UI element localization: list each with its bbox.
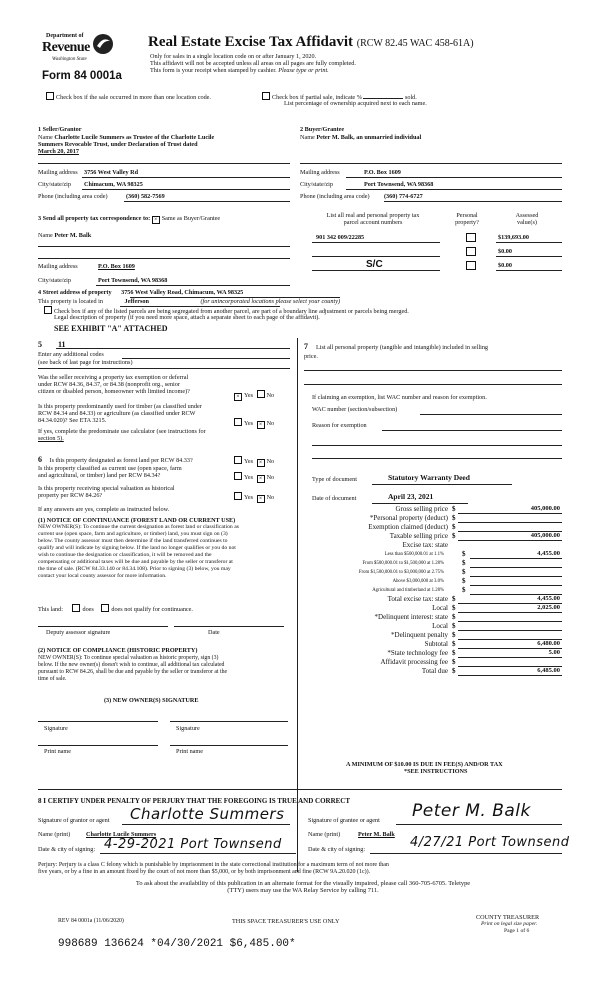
section6-q3-answer[interactable]: [234, 492, 274, 503]
assessed-value-1[interactable]: $139,693.00: [498, 234, 529, 241]
forest-yes-checkbox[interactable]: [234, 456, 242, 464]
section8-top-line: [38, 789, 562, 790]
rev-number: REV 84 0001a (11/06/2020): [58, 918, 124, 924]
tax-row-label: Less than $500,000.01 at 1.1%: [384, 552, 444, 557]
new-owner-signature-heading: (3) NEW OWNER(S) SIGNATURE: [104, 697, 199, 704]
logo-main-text: Revenue: [42, 40, 90, 55]
subtitle-3: [150, 67, 329, 74]
tax-row-currency: $: [462, 550, 466, 558]
grantee-signature-line: [396, 824, 562, 825]
tax-row-line: [458, 657, 562, 658]
section6-q2: [38, 465, 182, 479]
notice1-line3: below. The county assessor must then determine if the land transferred continues to: [38, 537, 228, 544]
this-land-label: This land:: [38, 606, 63, 613]
tax-row-label: *Delinquent interest: state: [374, 613, 448, 621]
grantee-date-city[interactable]: 4/27/21 Port Townsend: [410, 835, 570, 850]
personal-header-2: property?: [455, 219, 479, 227]
section5-q2-answer[interactable]: [234, 418, 274, 429]
parcel-header: [318, 212, 428, 226]
print-name-label-2: Print name: [176, 748, 203, 755]
tax-row-label: Total excise tax: state: [387, 595, 448, 603]
section5-code-line: [56, 348, 290, 349]
tax-row-label: *State technology fee: [387, 649, 448, 657]
section3-name-line: [38, 246, 290, 247]
notice1-line8: contact your local county assessor for more information.: [38, 572, 167, 579]
county-treasurer-label: COUNTY TREASURER: [476, 914, 540, 921]
section3-name-value: Peter M. Balk: [54, 232, 92, 239]
section3-label: 3 Send all property tax correspondence to:: [38, 215, 151, 222]
form-title-ref: (RCW 82.45 WAC 458-61A): [356, 38, 474, 49]
q1-no-label: No: [266, 392, 275, 399]
tax-row-line: [458, 612, 562, 613]
tax-row-line: [470, 585, 562, 586]
seller-mailing-row: [38, 169, 78, 176]
revenue-logo: [38, 30, 120, 68]
section5-q2-line2: RCW 84.34 and 84.33) or agriculture (as classified under RCW: [38, 410, 196, 418]
does-label: does: [82, 606, 94, 613]
assessed-value-header: [500, 212, 554, 226]
page-number: Page 1 of 6: [504, 928, 530, 934]
section4-located-row: [38, 298, 340, 305]
tax-row-currency: $: [452, 658, 456, 666]
tax-row-label: Local: [432, 622, 448, 630]
tax-row-line: [470, 576, 562, 577]
section6-q2-line1: Is this property classified as current use (open space, farm: [38, 465, 182, 472]
perjury-text: [38, 862, 389, 876]
tax-row-currency: $: [452, 505, 456, 513]
current-use-no-label: No: [266, 474, 275, 481]
tax-row-label: From $1,500,000.01 to $3,000,000 at 2.75%: [358, 570, 444, 575]
list-percentage-note: List percentage of ownership acquired next to each name.: [284, 100, 427, 107]
section5-q1-line1: Was the seller receiving a property tax exemption or deferral: [38, 374, 189, 381]
section6-q1: [38, 455, 193, 464]
assessed-line-1: [496, 242, 562, 243]
same-as-buyer-label: Same as Buyer/Grantee: [161, 215, 221, 222]
tax-row-label: Agricultural and timberland at 1.28%: [372, 588, 444, 593]
buyer-phone-line: [384, 201, 562, 202]
assessed-header-2: value(s): [517, 219, 537, 227]
column-divider: [297, 338, 298, 872]
tax-row-currency: $: [452, 514, 456, 522]
assessed-header-1: Assessed: [515, 212, 539, 219]
buyer-city-value[interactable]: Port Townsend, WA 98368: [364, 181, 434, 188]
section3-mailing-value[interactable]: P.O. Box 1609: [98, 263, 135, 270]
section3-name-label: Name: [38, 232, 53, 239]
tax-row-label: Local: [432, 604, 448, 612]
section6-q2-line2: and agricultural, or timber) land per RCW 84.34?: [38, 472, 161, 480]
does-checkbox[interactable]: [72, 604, 80, 612]
section3-city-value[interactable]: Port Townsend, WA 98368: [98, 277, 168, 284]
tax-row-value[interactable]: 405,000.00: [530, 505, 560, 512]
alt-format-line-2: (TTY) users may use the WA Relay Service by calling 711.: [227, 887, 379, 895]
assessed-line-2: [496, 256, 562, 257]
partial-percent-field[interactable]: [363, 98, 403, 99]
treasurer-use-label: THIS SPACE TREASURER'S USE ONLY: [232, 918, 340, 925]
tax-row-line: [458, 540, 562, 541]
seller-mailing-value[interactable]: 3756 West Valley Rd: [84, 169, 139, 176]
subtitle-3-bold: Please type or print.: [278, 67, 329, 74]
partial-sold-label: sold.: [404, 94, 417, 101]
grantor-signature-line: [122, 824, 290, 825]
section7-label: 7: [304, 342, 308, 351]
tax-row-label: From $500,000.01 to $1,500,000 at 1.28%: [362, 561, 444, 566]
buyer-mailing-line: [346, 177, 562, 178]
grantee-date-line: [370, 853, 562, 854]
q2-yes-checkbox[interactable]: [234, 418, 242, 426]
parcel-line-1: [312, 242, 440, 243]
doc-type-label: Type of document: [312, 476, 357, 483]
historic-no-label: No: [266, 494, 275, 501]
section5-q3-line2: section 5).: [38, 435, 64, 443]
section7-text-2: price.: [304, 353, 318, 361]
current-use-yes-label: Yes: [244, 474, 254, 481]
tax-row-value[interactable]: 405,000.00: [530, 532, 560, 539]
multi-location-checkbox[interactable]: [46, 92, 54, 100]
buyer-city-label: City/state/zip: [300, 181, 333, 188]
form-title-text: Real Estate Excise Tax Affidavit: [148, 34, 353, 50]
located-label: This property is located in: [38, 298, 103, 305]
parcel-header-2: parcel account numbers: [343, 219, 403, 227]
tax-row-currency: $: [462, 559, 466, 567]
section5-label: 5: [38, 340, 42, 349]
historic-no-checkbox[interactable]: ×: [257, 495, 265, 503]
q1-no-checkbox[interactable]: [257, 390, 265, 398]
section6-label: 6: [38, 455, 42, 464]
multi-location-label: Check box if the sale occurred in more than one location code.: [56, 94, 211, 101]
seller-city-label: City/state/zip: [38, 181, 71, 188]
grantor-date-label: Date & city of signing:: [38, 846, 96, 853]
tax-row-currency: $: [452, 622, 456, 630]
tax-row-value[interactable]: 5.00: [548, 649, 560, 656]
forest-yes-label: Yes: [244, 458, 254, 465]
logo-top-text: Department of: [46, 33, 84, 39]
section7-line-2: [304, 384, 562, 385]
notice1-line1: NEW OWNER(S): To continue the current designation as forest land or classification as: [38, 524, 239, 530]
tax-row-currency: $: [452, 667, 456, 675]
personal-checkbox-3[interactable]: [466, 261, 476, 270]
see-instructions-text: *SEE INSTRUCTIONS: [404, 768, 468, 775]
deputy-date-label: Date: [208, 629, 220, 636]
grantor-date-city[interactable]: 4-29-2021 Port Townsend: [104, 837, 282, 852]
buyer-phone-label: Phone (including area code): [300, 193, 370, 200]
grantor-signature-label: Signature of grantor or agent: [38, 817, 110, 824]
assessed-line-3: [496, 270, 562, 271]
county-value[interactable]: Jefferson: [124, 298, 149, 305]
q2-no-label: No: [266, 420, 275, 427]
q1-yes-checkbox[interactable]: ×: [234, 393, 242, 401]
deputy-date-line: [174, 626, 284, 627]
section5-q2-line1: Is this property predominantly used for timber (as classified under: [38, 403, 202, 410]
section3-label-row: [38, 215, 220, 224]
section6-q1-text: Is this property designated as forest land per RCW 84.33?: [49, 457, 193, 464]
grantee-signature[interactable]: Peter M. Balk: [412, 801, 531, 821]
tax-row-line: [470, 558, 562, 559]
tax-row-label: Excise tax: state: [402, 541, 448, 549]
segregated-label: Check box if any of the listed parcels are being segregated from another parcel, are part of a boundary line adjustment or parcels being merged.: [54, 308, 409, 315]
tax-row-label: *Personal property (deduct): [369, 514, 448, 522]
section5-see-back: (see back of last page for instructions): [38, 359, 133, 366]
tax-row-line: [458, 522, 562, 523]
section3-name-row: [38, 232, 91, 239]
tax-row-value[interactable]: 6,485.00: [537, 667, 560, 674]
grantor-name[interactable]: Charlotte Lucile Summers: [86, 831, 157, 838]
perjury-line-2: five years, or by a fine in an amount fixed by the court of not more than $5,000, or by both imprisonment and fine (RCW 9A.20.020 (1c)).: [38, 868, 371, 875]
parcel-line-3: [312, 270, 440, 271]
seller-divider: [38, 163, 290, 164]
section5-enter-codes: Enter any additional codes: [38, 351, 104, 358]
seller-name-label: Name: [38, 134, 53, 141]
notice1-title: (1) NOTICE OF CONTINUANCE (FOREST LAND OR CURRENT USE): [38, 517, 236, 524]
does-not-checkbox[interactable]: [101, 604, 109, 612]
buyer-divider: [300, 163, 562, 164]
property-address-value[interactable]: 3756 West Valley Road, Chimacum, WA 98325: [121, 289, 244, 296]
seller-city-value[interactable]: Chimacum, WA 98325: [84, 181, 143, 188]
parcel-line-2: [312, 256, 440, 257]
section6-q2-answer[interactable]: [234, 472, 274, 483]
notice2-line4: time of sale.: [38, 676, 67, 683]
print-legal-note: Print on legal size paper.: [481, 921, 538, 927]
subtitle-1: Only for sales in a single location code on or after January 1, 2020.: [150, 53, 317, 60]
form-number: Form 84 0001a: [42, 70, 122, 82]
exhibit-text: SEE EXHIBIT "A" ATTACHED: [54, 324, 168, 333]
notice2-line1: NEW OWNER(S): To continue special valuation as historic property, sign (3): [38, 655, 219, 661]
partial-sale-label: Check box if partial sale, indicate %: [272, 94, 362, 101]
assessed-value-2[interactable]: $0.00: [498, 248, 512, 255]
section5-divider: [38, 368, 290, 369]
buyer-name-value: Peter M. Balk, an unmarried individual: [316, 134, 422, 141]
tax-row-currency: $: [452, 595, 456, 603]
section5-code[interactable]: 11: [58, 340, 66, 349]
tax-row-line: [458, 513, 562, 514]
seller-mailing-label: Mailing address: [38, 169, 78, 176]
tax-row-currency: $: [452, 532, 456, 540]
historic-yes-label: Yes: [244, 494, 254, 501]
section5-q1-line3: citizen or disabled person, homeowner with limited income)?: [38, 388, 190, 396]
seller-name-line2: Summers Revocable Trust, under Declaration of Trust dated: [38, 141, 198, 149]
tax-row-label: Total due: [421, 667, 448, 675]
personal-property-header: [450, 212, 484, 226]
section4-label: 4 Street address of property: [38, 289, 112, 296]
reason-line: [382, 430, 562, 431]
signature-label-2: Signature: [176, 725, 200, 732]
grantor-name-label: Name (print): [38, 831, 71, 838]
notice2-line2: below. If the new owner(s) doesn't wish to continue, all additional tax calculated: [38, 662, 225, 669]
alt-format-text: [58, 880, 548, 895]
seller-phone-label: Phone (including area code): [38, 193, 108, 200]
section5-q2-line3: 84.34.020)? See ETA 3215.: [38, 417, 107, 425]
wac-line: [420, 414, 562, 415]
section6-q3: [38, 485, 175, 499]
reason-label: Reason for exemption: [312, 422, 367, 429]
section7-line-1: [304, 370, 562, 371]
seller-mailing-line: [82, 177, 290, 178]
section3-city-label: City/state/zip: [38, 277, 71, 284]
grantor-date-line: [100, 853, 296, 854]
seller-city-line: [82, 189, 290, 190]
segregated-checkbox[interactable]: [44, 306, 52, 314]
tax-row-currency: $: [452, 640, 456, 648]
tax-row-value[interactable]: 2,025.00: [537, 604, 560, 611]
notice1-body: [38, 524, 239, 580]
current-use-no-checkbox[interactable]: ×: [257, 475, 265, 483]
section7-text: [304, 342, 488, 360]
tax-row-line: [458, 675, 562, 676]
section5-q1-answer[interactable]: [234, 390, 274, 401]
tax-row-label: *Delinquent penalty: [391, 631, 448, 639]
personal-checkbox-1[interactable]: [466, 233, 476, 242]
grantor-signature[interactable]: Charlotte Summers: [130, 805, 285, 823]
partial-sale-checkbox[interactable]: [262, 92, 270, 100]
tax-row-value[interactable]: 6,480.00: [537, 640, 560, 647]
section5-codes-line: [122, 358, 290, 359]
print-name-line-2: [170, 745, 288, 746]
notice1-line5: wish to continue the designation or classification, it will be removed and the: [38, 551, 212, 558]
section3-mailing-label: Mailing address: [38, 263, 78, 270]
tax-row-currency: $: [462, 568, 466, 576]
buyer-mailing-label: Mailing address: [300, 169, 340, 176]
section5-q3: [38, 428, 206, 442]
uninc-note: (for unincorporated locations please select your county): [200, 298, 341, 305]
multi-location-checkbox-row[interactable]: [46, 92, 211, 101]
section6-q3-line1: Is this property receiving special valuation as historical: [38, 485, 175, 492]
new-owner-sig-line-2: [170, 721, 288, 722]
tax-row-label: Affidavit processing fee: [380, 658, 448, 666]
buyer-city-line: [346, 189, 562, 190]
section3-blank-line: [38, 258, 290, 259]
parcel-number-1[interactable]: 901 342 009/22285: [316, 234, 365, 241]
forest-no-label: No: [266, 458, 275, 465]
tax-row-currency: $: [452, 613, 456, 621]
reason-line-2: [312, 445, 562, 446]
tax-row-line: [470, 567, 562, 568]
does-not-label: does not qualify for continuance.: [111, 606, 193, 613]
buyer-name-row: [300, 134, 421, 141]
buyer-mailing-value[interactable]: P.O. Box 1609: [364, 169, 401, 176]
notice1-line7: the time of sale. (RCW 84.33.140 or 84.34.108). Prior to signing (3) below, you may: [38, 565, 231, 572]
minimum-due-text: A MINIMUM OF $10.00 IS DUE IN FEE(S) AND/OR TAX: [346, 761, 503, 768]
personal-header-1: Personal: [456, 212, 478, 219]
notice1-line6: compensating or additional taxes will be due and payable by the seller or transferor at: [38, 558, 233, 565]
q1-yes-label: Yes: [244, 392, 254, 399]
section5-q2: [38, 403, 202, 424]
seller-phone-line: [124, 201, 290, 202]
assessed-value-3[interactable]: $0.00: [498, 262, 512, 269]
notice2-title: (2) NOTICE OF COMPLIANCE (HISTORIC PROPERTY): [38, 647, 198, 654]
tax-row-currency: $: [452, 523, 456, 531]
buyer-section-label: 2 Buyer/Grantee: [300, 126, 345, 133]
seller-section-label: 1 Seller/Grantor: [38, 126, 82, 133]
cashier-stamp: 998689 136624 *04/30/2021 $6,485.00*: [58, 938, 296, 950]
tax-row-value[interactable]: 4,455.00: [537, 595, 560, 602]
buyer-phone-value[interactable]: (360) 774-6727: [384, 193, 423, 200]
section7-text-1: List all personal property (tangible and intangible) included in selling: [316, 344, 489, 351]
doc-type-line: [372, 484, 512, 485]
subtitle-3-text: This form is your receipt when stamped by cashier.: [150, 67, 277, 74]
section6-q3-line2: property per RCW 84.26?: [38, 492, 103, 500]
tax-row-currency: $: [462, 586, 466, 594]
tax-row-label: Above $3,000,000 at 3.0%: [392, 579, 444, 584]
personal-checkbox-2[interactable]: [466, 247, 476, 256]
alt-format-line-1: To ask about the availability of this publication in an alternate format for the visually impaired, please call 360-705-6705. Teletype: [135, 880, 471, 887]
tax-row-currency: $: [452, 604, 456, 612]
parcel-number-3[interactable]: S/C: [366, 259, 383, 270]
notice2-line3: pursuant to RCW 84.26, shall be due and payable by the seller or transferor at the: [38, 669, 228, 676]
grantee-name-label: Name (print): [308, 831, 341, 838]
subtitle-2: This affidavit will not be accepted unless all areas on all pages are fully completed.: [150, 60, 356, 67]
doc-date-line: [372, 503, 468, 504]
new-owner-sig-line-1: [38, 721, 158, 722]
tax-row-currency: $: [452, 649, 456, 657]
exemption-label: If claiming an exemption, list WAC number and reason for exemption.: [312, 394, 487, 401]
q2-yes-label: Yes: [244, 420, 254, 427]
reason-line-3: [312, 458, 562, 459]
deputy-signature-line: [38, 626, 168, 627]
grantee-signature-label: Signature of grantee or agent: [308, 817, 380, 824]
notice1-line4: qualify and will indicate by signing below. If the land no longer qualifies or you do not: [38, 544, 236, 551]
tax-row-label: Taxable selling price: [389, 532, 448, 540]
grantee-name[interactable]: Peter M. Balk: [358, 831, 395, 838]
tax-row-label: Exemption claimed (deduct): [368, 523, 448, 531]
section5-q1-line2: under RCW 84.36, 84.37, or 84.38 (nonprofit org., senior: [38, 381, 180, 389]
section3-city-line: [96, 285, 290, 286]
doc-date-label: Date of document: [312, 495, 357, 502]
wac-label: WAC number (section/subsection): [312, 406, 398, 413]
signature-label-1: Signature: [44, 725, 68, 732]
print-name-line-1: [38, 745, 158, 746]
parcel-header-1: List all real and personal property tax: [326, 212, 420, 219]
logo-swoosh-icon: [90, 32, 116, 56]
tax-row-currency: $: [452, 631, 456, 639]
this-land-row: [38, 604, 193, 613]
seller-name-line3: March 20, 2017: [38, 148, 79, 156]
historic-yes-checkbox[interactable]: [234, 492, 242, 500]
tax-row-line: [458, 621, 562, 622]
tax-row-line: [458, 630, 562, 631]
tax-row-value[interactable]: 4,455.00: [537, 550, 560, 557]
tax-row-label: Subtotal: [424, 640, 448, 648]
current-use-yes-checkbox[interactable]: [234, 472, 242, 480]
print-name-label-1: Print name: [44, 748, 71, 755]
grantee-date-label: Date & city of signing:: [308, 846, 366, 853]
forest-no-checkbox[interactable]: ×: [257, 459, 265, 467]
seller-name-block: [38, 134, 214, 155]
deputy-signature-label: Deputy assessor signature: [46, 629, 111, 636]
logo-state-text: Washington State: [52, 57, 87, 62]
section6-if-any: If any answers are yes, complete as instructed below.: [38, 506, 170, 513]
doc-type-value[interactable]: Statutory Warranty Deed: [388, 473, 470, 482]
buyer-name-label: Name: [300, 134, 315, 141]
doc-date-value[interactable]: April 23, 2021: [388, 492, 434, 501]
section4-address-row: [38, 289, 243, 296]
section6-q1-answer[interactable]: [234, 456, 274, 467]
section8-label: 8 I CERTIFY UNDER PENALTY OF PERJURY THAT THE FOREGOING IS TRUE AND CORRECT: [38, 797, 351, 805]
form-title: [148, 34, 474, 51]
section5-q1: [38, 374, 190, 395]
q2-no-checkbox[interactable]: ×: [257, 421, 265, 429]
seller-phone-value[interactable]: (360) 582-7569: [126, 193, 165, 200]
tax-row-label: Gross selling price: [395, 505, 448, 513]
notice1-line2: current use (open space, farm and agriculture, or timber) land, you must sign on (3): [38, 530, 228, 537]
perjury-line-1: Perjury: Perjury is a class C felony which is punishable by imprisonment in the state correctional institution for a maximum term of not more than: [38, 862, 389, 868]
legal-description-label: Legal description of property (if you need more space, attach a separate sheet to each page of the affidavit).: [54, 314, 320, 321]
seller-name-line1: Charlotte Lucile Summers as Trustee of the Charlotte Lucile: [54, 134, 215, 141]
same-as-buyer-checkbox[interactable]: ×: [152, 216, 160, 224]
section5-q3-line1: If yes, complete the predominate use calculator (see instructions for: [38, 428, 206, 435]
notice2-body: [38, 655, 227, 683]
tax-row-currency: $: [462, 577, 466, 585]
